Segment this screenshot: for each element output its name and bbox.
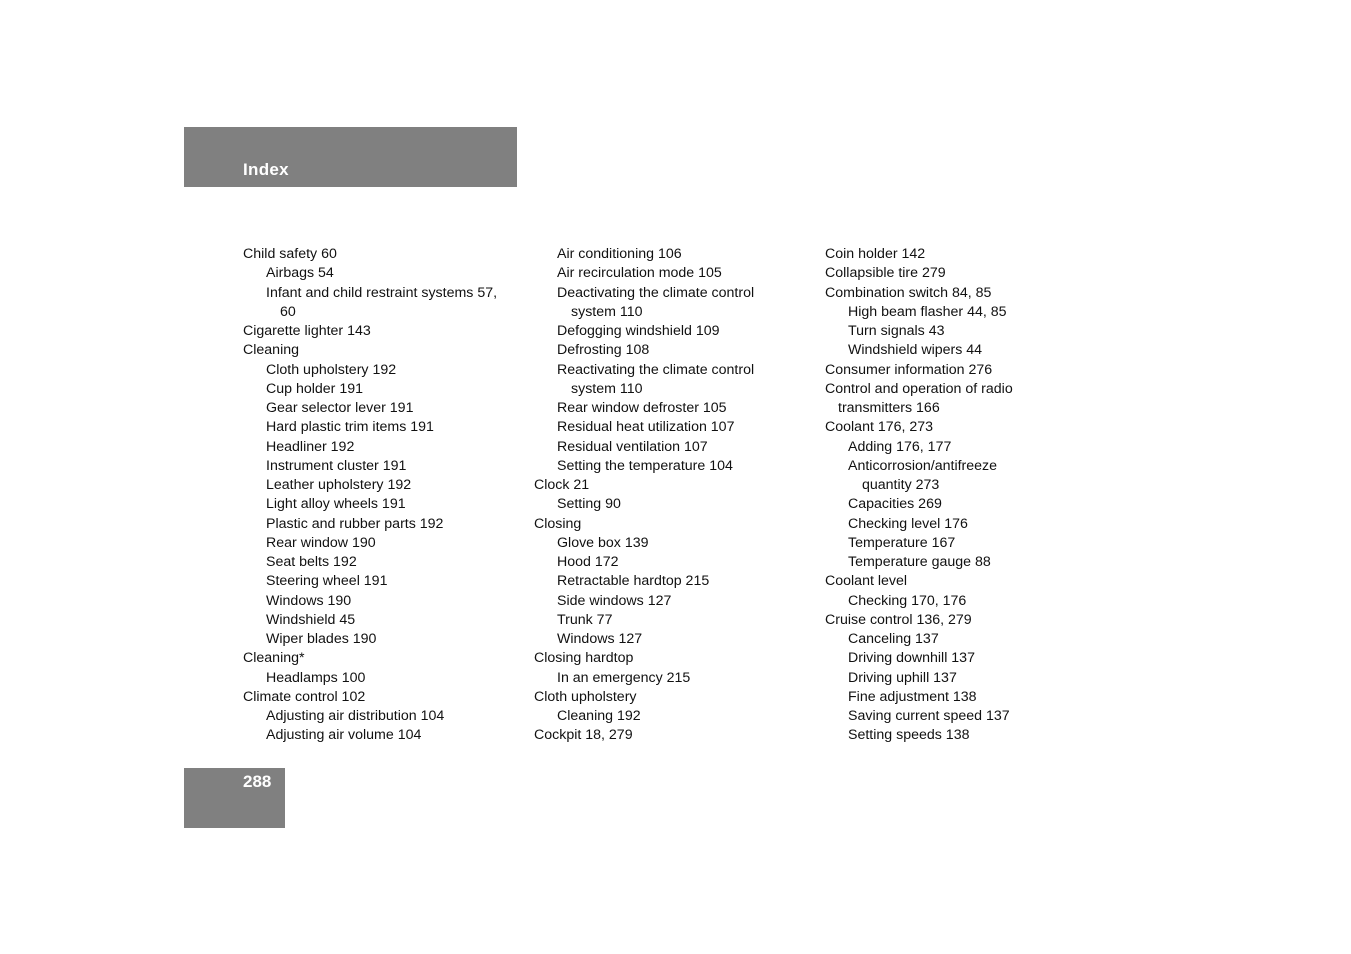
- index-entry: Coin holder 142: [825, 246, 926, 262]
- index-subentry: Trunk 77: [557, 611, 613, 628]
- index-subentry: Adjusting air distribution 104: [266, 708, 445, 724]
- index-subentry: Anticorrosion/antifreeze: [848, 457, 998, 474]
- index-subentry: Turn signals 43: [848, 323, 945, 339]
- index-column-3: [825, 245, 1105, 746]
- index-subentry: Fine adjustment 138: [848, 688, 977, 705]
- index-subentry: Headlamps 100: [266, 669, 366, 686]
- index-subentry: Light alloy wheels 191: [266, 496, 406, 513]
- index-subentry: Canceling 137: [848, 631, 939, 647]
- index-entry: Cloth upholstery: [534, 688, 637, 705]
- index-subentry: Glove box 139: [557, 534, 649, 551]
- index-subentry: Leather upholstery 192: [266, 477, 412, 493]
- index-subentry: Hood 172: [557, 554, 619, 570]
- index-entry: Cockpit 18, 279: [534, 727, 633, 744]
- index-entry: Coolant 176, 273: [825, 419, 934, 436]
- index-entry: Control and operation of radio: [825, 380, 1013, 397]
- index-entry-continuation: 60: [280, 303, 296, 320]
- index-subentry: Retractable hardtop 215: [557, 573, 710, 590]
- index-subentry: In an emergency 215: [557, 669, 691, 686]
- index-entry: Closing hardtop: [534, 650, 634, 667]
- index-subentry: Reactivating the climate control: [557, 361, 755, 378]
- index-subentry: Windshield 45: [266, 611, 356, 628]
- index-subentry: Side windows 127: [557, 592, 672, 609]
- index-entry-continuation: system 110: [571, 303, 643, 320]
- index-entry: Cleaning*: [243, 650, 305, 667]
- index-subentry: Rear window defroster 105: [557, 400, 727, 416]
- index-entry: Child safety 60: [243, 246, 337, 262]
- index-subentry: Hard plastic trim items 191: [266, 419, 434, 436]
- index-subentry: Temperature gauge 88: [848, 554, 991, 570]
- index-entry: Coolant level: [825, 573, 908, 590]
- index-subentry: Defrosting 108: [557, 342, 650, 359]
- index-subentry: Instrument cluster 191: [266, 457, 407, 474]
- index-subentry: Temperature 167: [848, 534, 956, 551]
- index-entry: Climate control 102: [243, 688, 366, 705]
- index-subentry: Residual heat utilization 107: [557, 419, 735, 436]
- index-subentry: Headliner 192: [266, 438, 355, 455]
- index-entry-continuation: quantity 273: [862, 477, 940, 493]
- index-column-2: [534, 245, 814, 746]
- index-subentry: Adding 176, 177: [848, 438, 952, 455]
- index-subentry: Cloth upholstery 192: [266, 361, 397, 378]
- index-subentry: Adjusting air volume 104: [266, 727, 422, 744]
- index-subentry: Airbags 54: [266, 265, 334, 282]
- index-subentry: Checking level 176: [848, 515, 968, 532]
- index-entry: Cruise control 136, 279: [825, 611, 972, 628]
- index-entry: Closing: [534, 515, 582, 532]
- header-band: [184, 127, 517, 187]
- index-entry: Cleaning: [243, 342, 300, 359]
- index-subentry: Windows 127: [557, 631, 643, 647]
- index-subentry: Rear window 190: [266, 534, 376, 551]
- index-entry-continuation: system 110: [571, 380, 643, 397]
- index-subentry: Setting the temperature 104: [557, 457, 733, 474]
- index-subentry: Air recirculation mode 105: [557, 265, 722, 282]
- index-subentry: Cup holder 191: [266, 380, 364, 397]
- page-number-band: [184, 768, 285, 828]
- index-subentry: Driving downhill 137: [848, 650, 975, 667]
- index-subentry: Windows 190: [266, 592, 352, 609]
- page-title: Index: [243, 160, 289, 179]
- index-entry: Cigarette lighter 143: [243, 323, 371, 339]
- index-entry: Consumer information 276: [825, 361, 993, 378]
- page-number: 288: [243, 772, 272, 791]
- index-entry: Clock 21: [534, 477, 590, 493]
- index-subentry: Windshield wipers 44: [848, 342, 983, 359]
- index-subentry: Gear selector lever 191: [266, 400, 414, 416]
- index-subentry: Setting 90: [557, 496, 621, 513]
- index-entry: Combination switch 84, 85: [825, 284, 992, 301]
- index-subentry: Plastic and rubber parts 192: [266, 515, 444, 532]
- index-subentry: Driving uphill 137: [848, 669, 957, 686]
- index-column-1: [243, 245, 523, 746]
- index-entry-continuation: transmitters 166: [838, 400, 940, 416]
- index-subentry: Setting speeds 138: [848, 727, 970, 744]
- index-subentry: Checking 170, 176: [848, 592, 967, 609]
- index-subentry: Capacities 269: [848, 496, 942, 513]
- index-subentry: Saving current speed 137: [848, 708, 1010, 724]
- index-subentry: Steering wheel 191: [266, 573, 388, 590]
- index-subentry: Defogging windshield 109: [557, 323, 720, 339]
- index-subentry: Deactivating the climate control: [557, 284, 755, 301]
- index-subentry: Infant and child restraint systems 57,: [266, 284, 498, 301]
- index-subentry: Air conditioning 106: [557, 246, 682, 262]
- index-subentry: Wiper blades 190: [266, 631, 377, 647]
- index-subentry: Cleaning 192: [557, 708, 641, 724]
- index-subentry: Seat belts 192: [266, 554, 357, 570]
- index-subentry: Residual ventilation 107: [557, 438, 708, 455]
- index-subentry: High beam flasher 44, 85: [848, 303, 1007, 320]
- index-entry: Collapsible tire 279: [825, 265, 946, 282]
